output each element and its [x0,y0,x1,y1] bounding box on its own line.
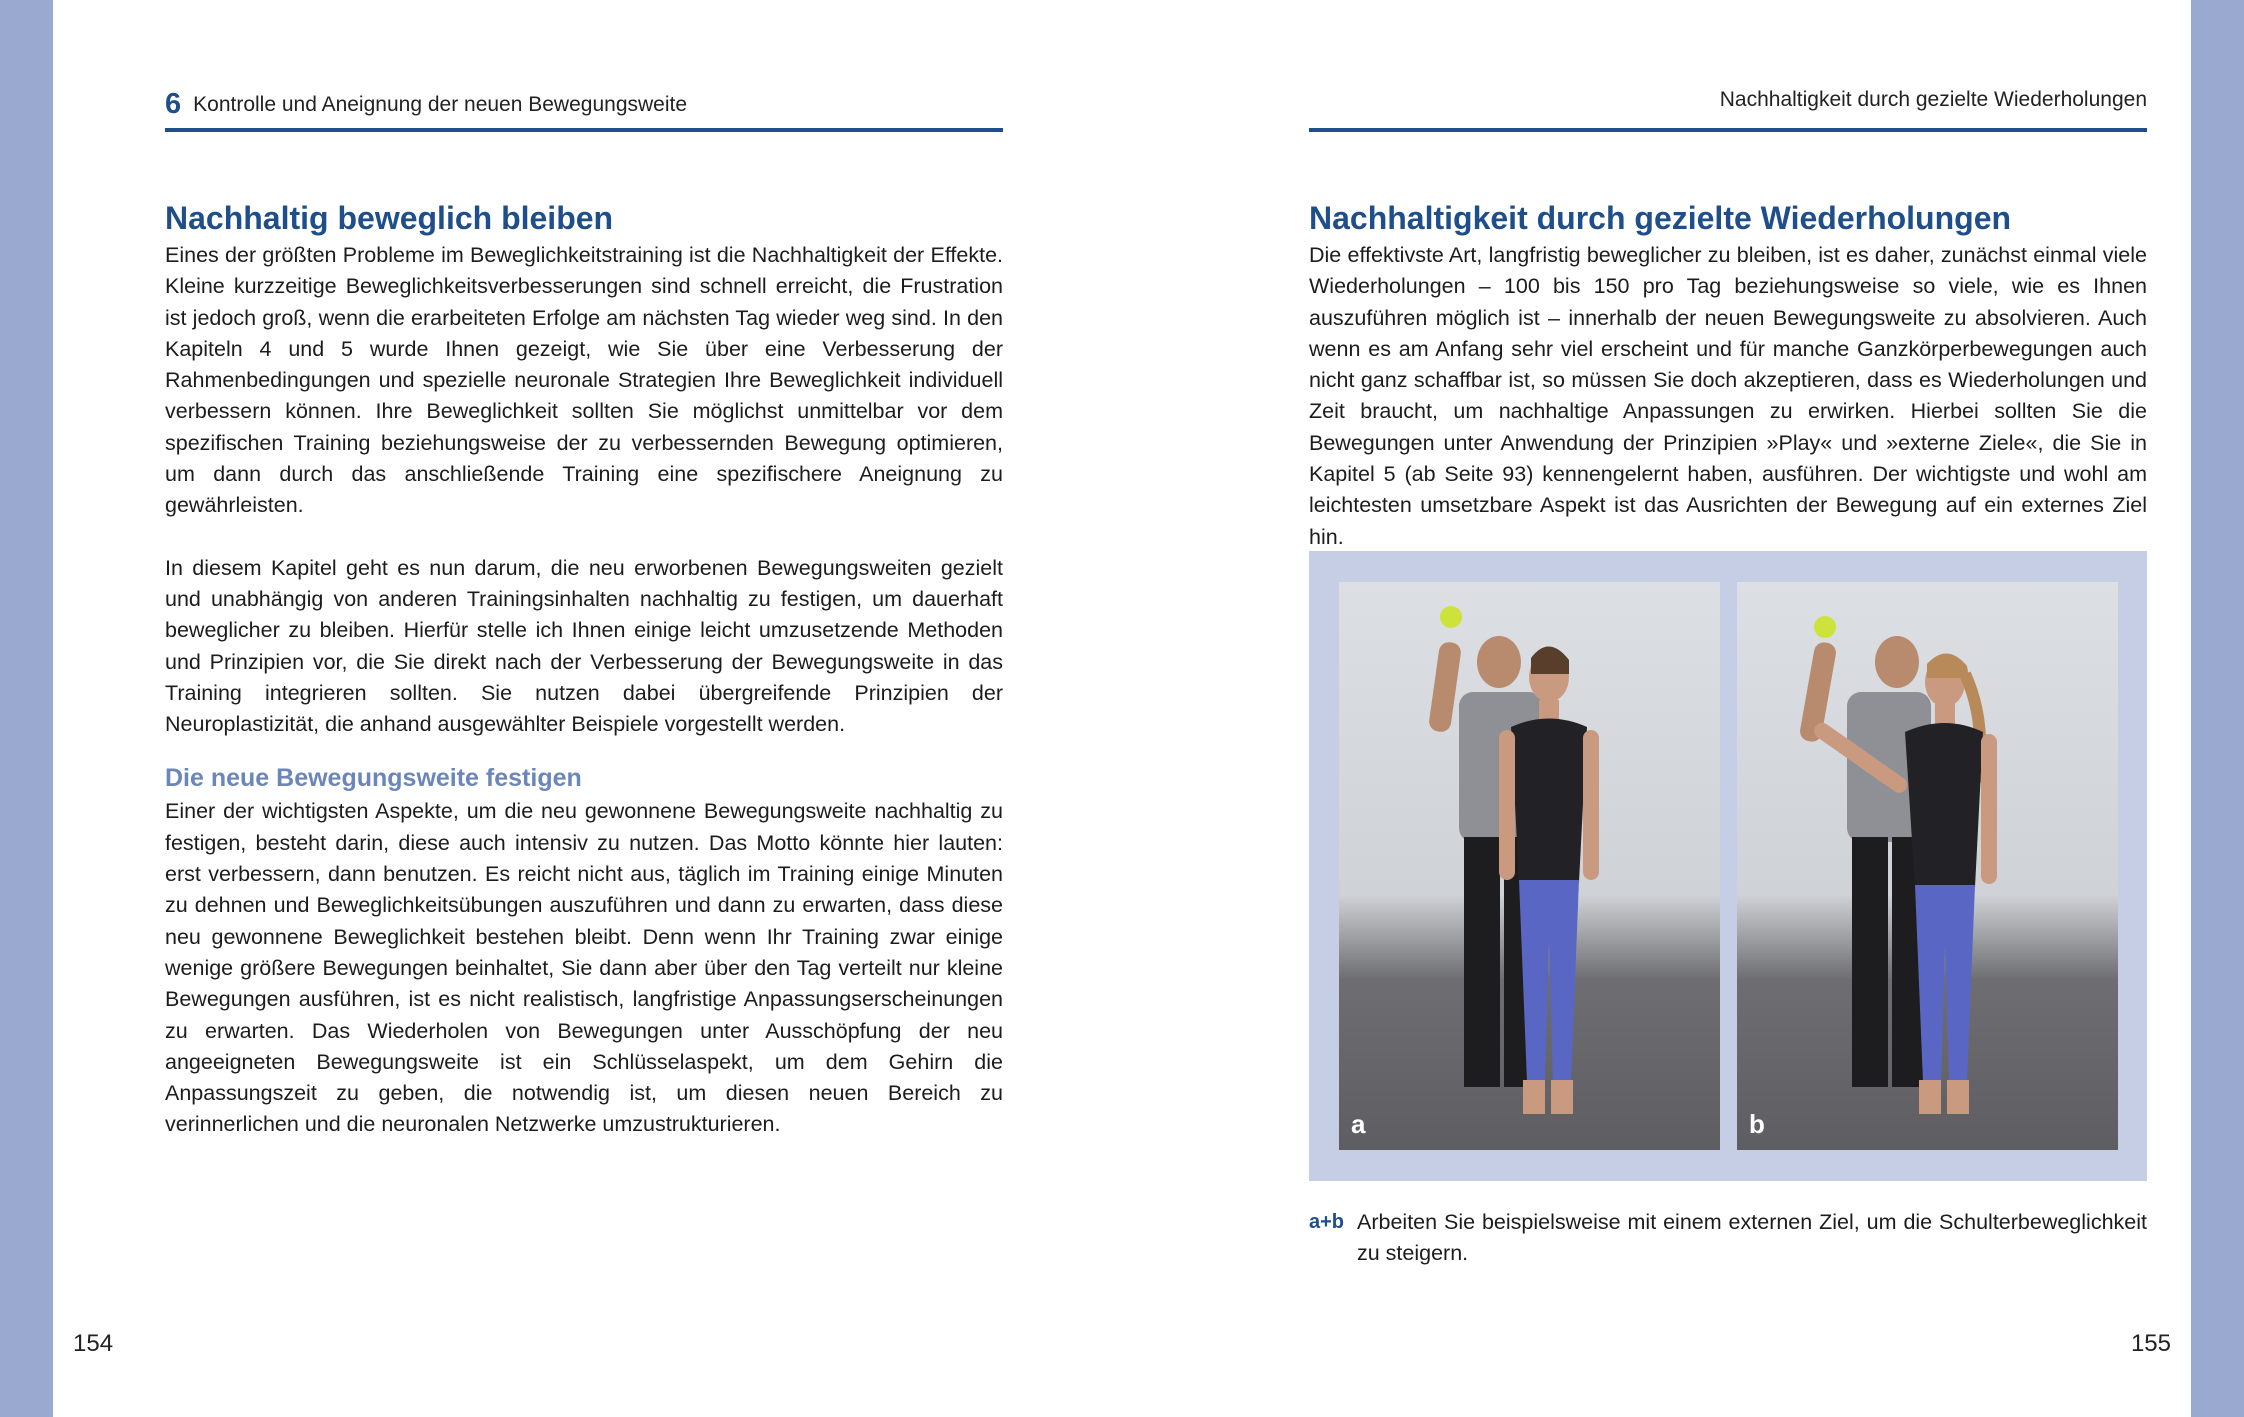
right-page [1122,0,2191,1417]
subsection-heading: Die neue Bewegungsweite festigen [165,764,582,793]
paragraph: Eines der größten Probleme im Beweglichkeitstraining ist die Nachhaltigkeit der Effekte. Kleine kurzzeitige Beweglichkeitsverbesserungen sind schnell erreicht, die Frustration ist jedoch groß, wenn die erarbeiteten Erfolge am nächsten Tag wieder weg sind. In den Kapiteln 4 und 5 wurde Ihnen gezeigt, wie Sie über eine Verbesserung der Rahmenbedingungen und spezielle neuronale Strategien Ihre Beweglichkeit individuell verbessern können. Ihre Beweglichkeit sollten Sie möglichst unmittelbar vor dem spezifischen Training beziehungsweise der zu verbessernden Bewegung optimieren, um dann durch das anschließende Training eine spezifischere Aneignung zu gewährleisten. [165,243,1003,518]
left-column [165,196,1003,1141]
right-column [1309,196,2147,553]
page-number-left: 154 [73,1330,114,1357]
book-spread [53,0,2191,1417]
chapter-title: Kontrolle und Aneignung der neuen Bewegungsweite [193,93,688,116]
caption-label: a+b [1309,1211,1345,1233]
paragraph: Einer der wichtigsten Aspekte, um die neu gewonnene Bewegungsweite nachhaltig zu festigen, besteht darin, diese auch intensiv zu nutzen. Das Motto könnte hier lauten: erst verbessern, dann benutzen. Es reicht nicht aus, täglich im Training einige Minuten zu dehnen und Beweglichkeitsübungen auszuführen und dann zu erwarten, dass diese neu gewonnene Beweglichkeit bestehen bleibt. Denn wenn Ihr Training zwar einige wenige größere Bewegungen beinhaltet, Sie dann aber über den Tag verteilt nur kleine Bewegungen ausführen, ist es nicht realistisch, langfristige Anpassungserscheinungen zu erwarten. Das Wiederholen von Bewegungen unter Ausschöpfung der neu angeeigneten Bewegungsweite ist ein Schlüsselaspekt, um dem Gehirn die Anpassungszeit zu geben, die notwendig ist, um diesen neuen Bereich zu verinnerlichen und die neuronalen Netzwerke umzustrukturieren. [165,799,1003,1137]
paragraph: Die effektivste Art, langfristig beweglicher zu bleiben, ist es daher, zunächst einmal viele Wiederholungen – 100 bis 150 pro Tag beziehungsweise so viele, wie es Ihnen auszuführen möglich ist – innerhalb der neuen Bewegungsweite zu absolvieren. Auch wenn es am Anfang sehr viel erscheint und für manche Ganzkörperbewegungen auch nicht ganz schaffbar ist, so müssen Sie doch akzeptieren, dass es Wiederholungen und Zeit braucht, um nachhaltige Anpassungen zu erwirken. Hierbei sollten Sie die Bewegungen unter Anwendung der Prinzipien »Play« und »externe Ziele«, die Sie in Kapitel 5 (ab Seite 93) kennengelernt haben, ausführen. Der wichtigste und wohl am leichtesten umsetzbare Aspekt ist das Ausrichten der Bewegung auf ein externes Ziel hin. [1309,243,2147,549]
running-head-left [165,88,1003,132]
exercise-photo-b [1737,582,2118,1150]
figure-caption [1309,1207,2147,1270]
running-head-right: Nachhaltigkeit durch gezielte Wiederholungen [1309,88,2147,132]
figure [1309,551,2147,1181]
photo-a-illustration [1339,582,1720,1150]
exercise-photo-a [1339,582,1720,1150]
photo-label-a: a [1351,1109,1366,1139]
section-heading: Nachhaltig beweglich bleiben [165,200,614,236]
chapter-number: 6 [165,88,182,120]
photo-b-illustration [1737,582,2118,1150]
photo-label-b: b [1749,1109,1765,1139]
left-page [53,0,1122,1417]
page-number-right: 155 [2130,1330,2171,1357]
section-heading: Nachhaltigkeit durch gezielte Wiederholungen [1309,200,2012,236]
paragraph: In diesem Kapitel geht es nun darum, die neu erworbenen Bewegungsweiten gezielt und unabhängig von anderen Trainingsinhalten nachhaltig zu festigen, um dauerhaft beweglicher zu bleiben. Hierfür stelle ich Ihnen einige leicht umzusetzende Methoden und Prinzipien vor, die Sie direkt nach der Verbesserung der Bewegungsweite in das Training integrieren sollten. Sie nutzen dabei übergreifende Prinzipien der Neuroplastizität, die anhand ausgewählter Beispiele vorgestellt werden. [165,555,1003,737]
caption-text: Arbeiten Sie beispielsweise mit einem externen Ziel, um die Schulterbeweglichkeit zu steigern. [1357,1210,2147,1266]
